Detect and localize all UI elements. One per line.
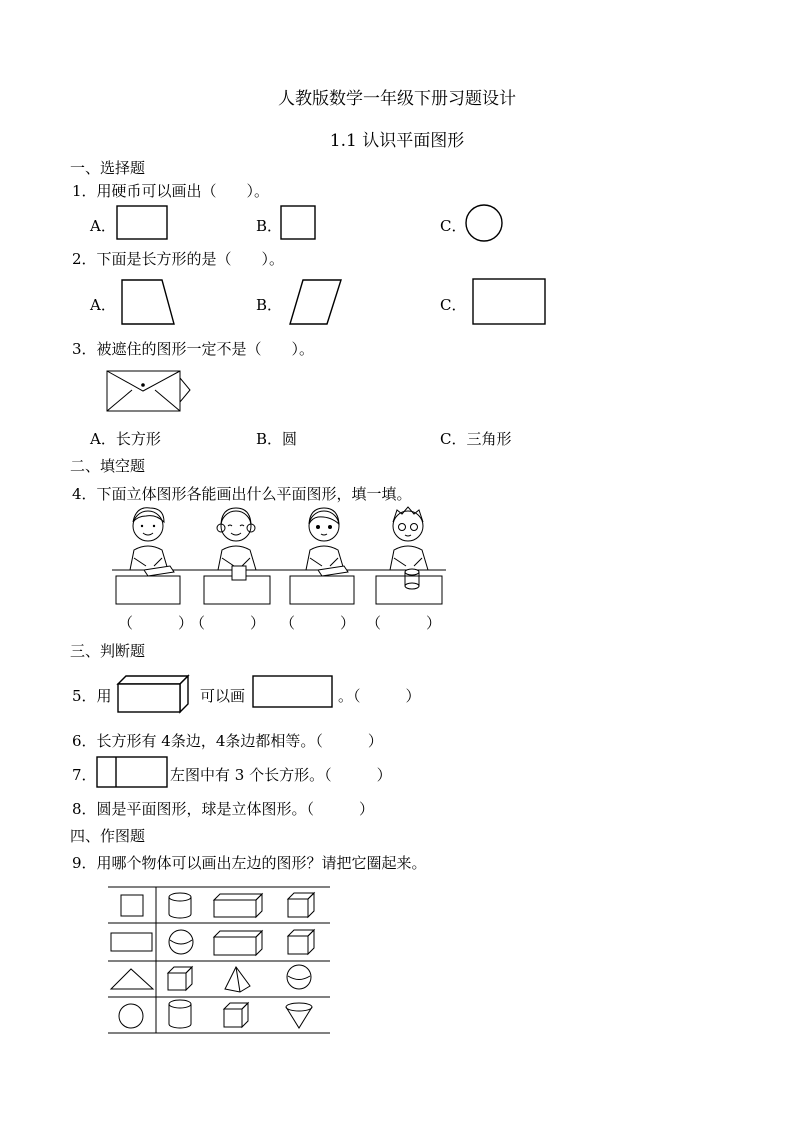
q4-answer-blank-1[interactable]: （ ） — [118, 614, 194, 632]
question-2: 2．下面是长方形的是（ ）。 — [72, 250, 285, 268]
q4-children-drawing-illustration — [108, 504, 448, 608]
question-1: 1．用硬币可以画出（ ）。 — [72, 182, 270, 200]
section-heading-choice: 一、选择题 — [70, 159, 146, 177]
question-5-middle: 可以画 — [200, 687, 246, 705]
cube-object — [224, 1003, 248, 1027]
q1-option-b-label: B． — [256, 217, 283, 235]
child-figure — [306, 508, 344, 570]
section-heading-fill: 二、填空题 — [70, 457, 146, 475]
question-7-number: 7． — [72, 766, 97, 784]
cube-object — [168, 967, 192, 990]
triangle-shape — [111, 969, 153, 989]
pyramid-object — [225, 967, 250, 992]
q2-option-c-label: C． — [440, 296, 467, 314]
cone-object — [286, 1003, 312, 1028]
question-5-suffix[interactable]: 。（ ） — [338, 687, 421, 705]
q5-rectangle-image — [252, 675, 336, 711]
q9-shapes-table — [108, 886, 332, 1036]
question-7[interactable]: 左图中有 3 个长方形。（ ） — [170, 766, 392, 784]
q2-option-b-parallelogram — [289, 278, 345, 328]
child-figure — [130, 508, 168, 570]
sphere-object — [169, 930, 193, 954]
page-title: 人教版数学一年级下册习题设计 — [278, 89, 516, 109]
circle-shape — [119, 1004, 143, 1028]
q1-option-a-label: A． — [90, 217, 116, 235]
cuboid-object — [214, 931, 262, 955]
question-4: 4．下面立体图形各能画出什么平面图形，填一填。 — [72, 485, 412, 503]
sphere-object — [287, 965, 311, 989]
section-heading-draw: 四、作图题 — [70, 827, 146, 845]
square-shape — [121, 895, 143, 916]
q4-answer-blank-2[interactable]: （ ） — [190, 614, 266, 632]
child-figure — [390, 507, 428, 570]
q3-envelope-image — [104, 368, 196, 416]
question-8[interactable]: 8．圆是平面图形，球是立体图形。（ ） — [72, 800, 375, 818]
question-3: 3．被遮住的图形一定不是（ ）。 — [72, 340, 315, 358]
q1-option-c-circle — [464, 203, 504, 243]
q2-option-b-label: B． — [256, 296, 283, 314]
q7-divided-rectangle-image — [96, 756, 170, 790]
q1-option-c-label: C． — [440, 217, 467, 235]
cube-object — [288, 893, 314, 917]
question-9: 9．用哪个物体可以画出左边的图形？请把它圈起来。 — [72, 854, 427, 872]
cylinder-object — [169, 1000, 191, 1028]
q2-option-a-label: A． — [90, 296, 116, 314]
cylinder-object — [169, 893, 191, 918]
q2-option-c-rectangle — [472, 278, 548, 328]
section-heading-judge: 三、判断题 — [70, 642, 146, 660]
q1-option-a-rectangle — [116, 205, 170, 241]
rectangle-shape — [111, 933, 152, 951]
q4-answer-blank-4[interactable]: （ ） — [366, 614, 442, 632]
q3-option-c: C．三角形 — [440, 430, 512, 448]
q1-option-b-square — [280, 205, 318, 241]
child-figure — [217, 508, 256, 570]
question-6[interactable]: 6．长方形有 4条边，4条边都相等。（ ） — [72, 732, 383, 750]
q2-option-a-trapezoid — [120, 278, 178, 328]
page-subtitle: 1.1 认识平面图形 — [329, 131, 465, 151]
q3-option-a: A．长方形 — [90, 430, 161, 448]
question-5-prefix: 5．用 — [72, 687, 112, 705]
q5-cuboid-image — [116, 674, 192, 714]
cube-object — [288, 930, 314, 954]
q3-option-b: B．圆 — [256, 430, 298, 448]
cuboid-object — [214, 894, 262, 917]
q4-answer-blank-3[interactable]: （ ） — [280, 614, 356, 632]
